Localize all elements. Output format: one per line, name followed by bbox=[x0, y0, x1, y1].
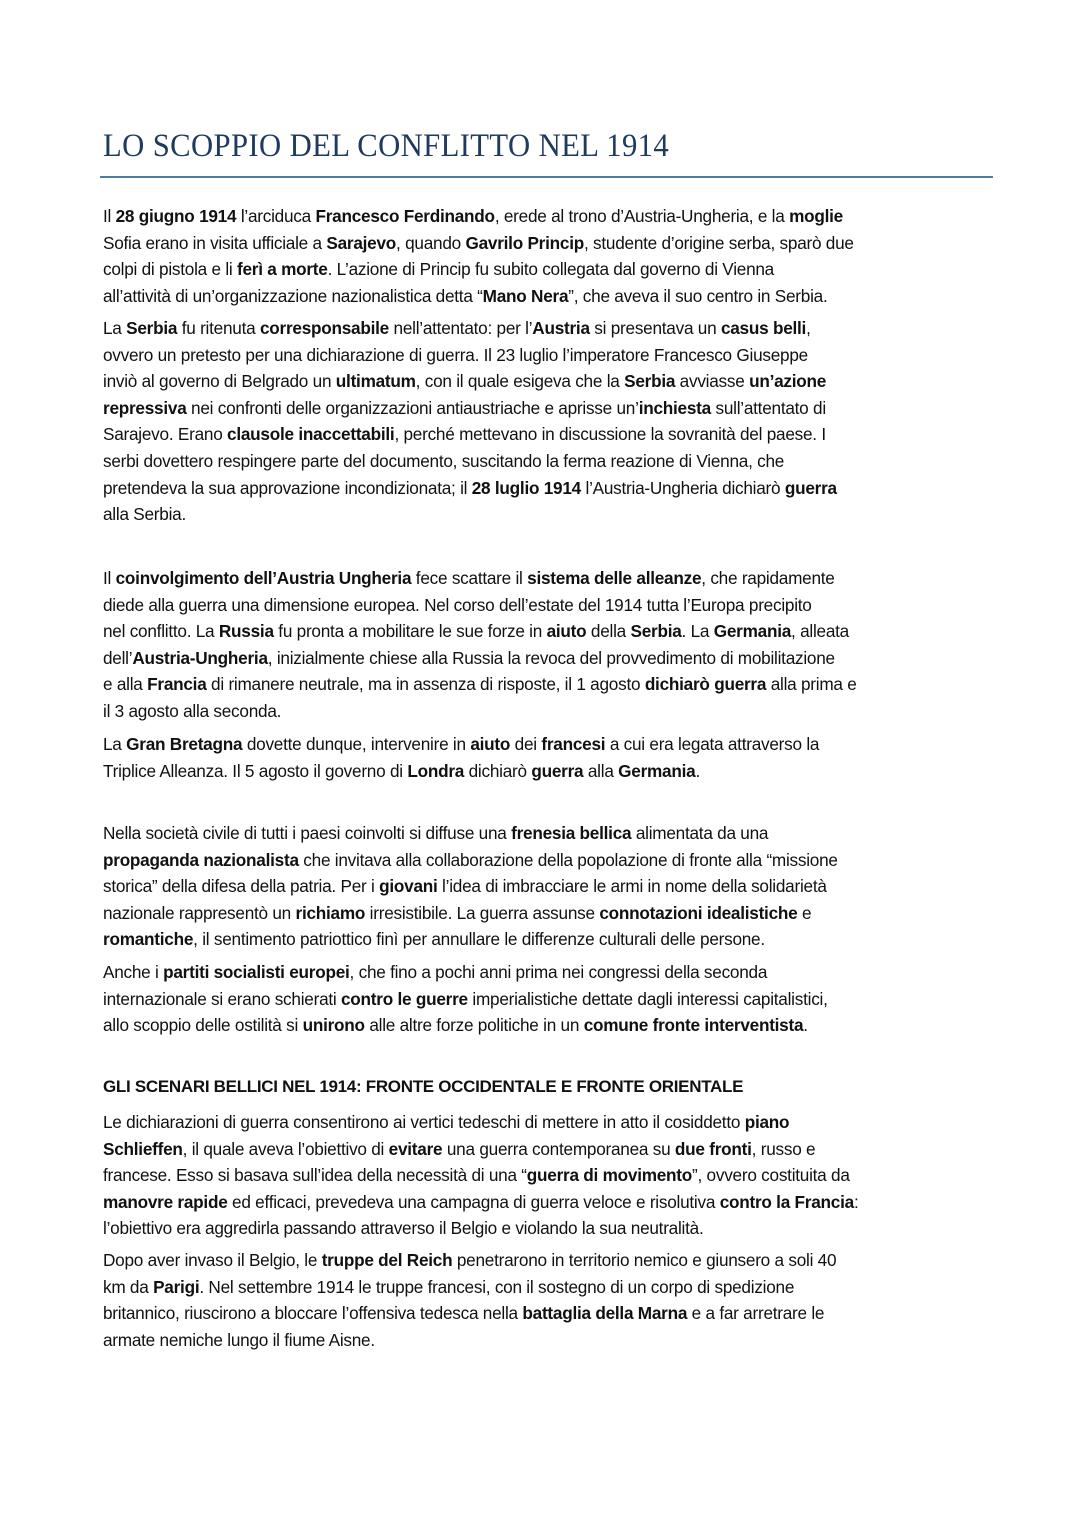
text-run: diede alla guerra una dimensione europea. Nel corso dell’estate del 1914 tutta l’Europa precipito bbox=[103, 594, 812, 615]
text-run: , che fino a pochi anni prima nei congressi della seconda bbox=[349, 962, 768, 982]
paragraph-war-frenzy bbox=[103, 820, 995, 953]
text-line bbox=[103, 959, 995, 986]
text-run: storica” della difesa della patria. Per i bbox=[103, 876, 380, 897]
text-run: Sarajevo. Erano bbox=[103, 424, 228, 445]
bold-keyword: romantiche bbox=[103, 929, 194, 950]
text-run: . La bbox=[681, 621, 714, 642]
text-line bbox=[103, 1109, 995, 1136]
text-run: nell’attentato: per l’ bbox=[388, 318, 533, 338]
text-run: penetrarono in territorio nemico e giunsero a soli 40 bbox=[452, 1250, 837, 1270]
text-line bbox=[103, 1012, 995, 1039]
text-line bbox=[103, 342, 995, 369]
text-run: Il bbox=[103, 206, 116, 226]
text-line bbox=[103, 900, 995, 927]
text-line bbox=[103, 1274, 995, 1301]
text-run: inviò al governo di Belgrado un bbox=[103, 371, 336, 392]
text-line bbox=[103, 731, 995, 758]
bold-keyword: aiuto bbox=[546, 621, 587, 642]
bold-keyword: clausole inaccettabili bbox=[227, 424, 395, 445]
text-run: Triplice Alleanza. Il 5 agosto il governo di bbox=[103, 760, 408, 781]
text-run: armate nemiche lungo il fiume Aisne. bbox=[103, 1329, 375, 1350]
text-run: ”, ovvero costituita da bbox=[692, 1165, 850, 1186]
text-line bbox=[103, 256, 995, 283]
bold-keyword: guerra bbox=[531, 760, 584, 781]
text-run: , il sentimento patriottico finì per annullare le differenze culturali delle persone. bbox=[193, 929, 765, 950]
text-run: una guerra contemporanea su bbox=[442, 1138, 675, 1159]
text-run: sull’attentato di bbox=[710, 397, 826, 418]
bold-keyword: partiti socialisti europei bbox=[163, 962, 350, 982]
text-run: pretendeva la sua approvazione incondizionata; il bbox=[103, 477, 472, 498]
text-run: dei bbox=[510, 734, 542, 754]
bold-keyword: connotazioni idealistiche bbox=[599, 902, 798, 923]
bold-keyword: Russia bbox=[218, 621, 274, 642]
text-line bbox=[103, 501, 995, 528]
bold-keyword: propaganda nazionalista bbox=[103, 849, 299, 870]
text-line bbox=[103, 475, 995, 502]
bold-keyword: 28 luglio 1914 bbox=[471, 477, 581, 498]
bold-keyword: Gran Bretagna bbox=[126, 734, 243, 754]
text-run: alla Serbia. bbox=[103, 504, 186, 525]
bold-keyword: Parigi bbox=[153, 1276, 200, 1297]
bold-keyword: Austria-Ungheria bbox=[132, 647, 268, 668]
text-run: ”, che aveva il suo centro in Serbia. bbox=[568, 285, 828, 306]
text-run: , quando bbox=[396, 232, 466, 253]
text-line bbox=[103, 698, 995, 725]
paragraph-battle-of-marne bbox=[103, 1247, 995, 1353]
text-run: Le dichiarazioni di guerra consentirono ai vertici tedeschi di mettere in atto il cosiddetto bbox=[103, 1112, 745, 1132]
text-run: francese. Esso si basava sull’idea della necessità di una “ bbox=[103, 1165, 527, 1186]
text-run: irresistibile. La guerra assunse bbox=[365, 902, 600, 923]
text-run: . bbox=[695, 760, 700, 781]
text-line bbox=[103, 820, 995, 847]
bold-keyword: ferì a morte bbox=[236, 259, 328, 280]
bold-keyword: unirono bbox=[302, 1015, 365, 1036]
text-run: Dopo aver invaso il Belgio, le bbox=[103, 1250, 322, 1270]
text-run: l’arciduca bbox=[236, 206, 316, 226]
bold-keyword: comune fronte interventista bbox=[583, 1015, 804, 1036]
text-run: . L’azione di Princip fu subito collegata dal governo di Vienna bbox=[327, 259, 774, 280]
text-run: km da bbox=[103, 1276, 154, 1297]
text-line bbox=[103, 986, 995, 1013]
bold-keyword: contro le guerre bbox=[341, 988, 468, 1009]
text-run: , che rapidamente bbox=[701, 568, 835, 588]
paragraph-schlieffen-plan bbox=[103, 1109, 995, 1242]
text-run: e a far arretrare le bbox=[687, 1303, 825, 1324]
text-run: Sofia erano in visita ufficiale a bbox=[103, 232, 327, 253]
text-line bbox=[103, 1327, 995, 1354]
bold-keyword: Gavrilo Princip bbox=[465, 232, 584, 253]
bold-keyword: coinvolgimento dell’Austria Ungheria bbox=[115, 568, 412, 588]
bold-keyword: manovre rapide bbox=[103, 1191, 228, 1212]
text-run: . Nel settembre 1914 le truppe francesi, con il sostegno di un corpo di spedizione bbox=[199, 1276, 795, 1297]
paragraph-socialist-parties bbox=[103, 959, 995, 1039]
bold-keyword: Serbia bbox=[630, 621, 682, 642]
text-run: , inizialmente chiese alla Russia la revoca del provvedimento di mobilitazione bbox=[267, 647, 835, 668]
text-run: nazionale rappresentò un bbox=[103, 902, 296, 923]
bold-keyword: Serbia bbox=[624, 371, 676, 392]
bold-keyword: sistema delle alleanze bbox=[527, 568, 702, 588]
bold-keyword: Austria bbox=[532, 318, 590, 338]
text-run: di rimanere neutrale, ma in assenza di risposte, il 1 agosto bbox=[206, 674, 645, 695]
paragraph-alliance-system bbox=[103, 565, 995, 725]
bold-keyword: frenesia bellica bbox=[511, 823, 632, 843]
text-run: , bbox=[806, 318, 811, 338]
paragraph-assassination-sarajevo bbox=[103, 203, 995, 309]
bold-keyword: evitare bbox=[388, 1138, 443, 1159]
text-line bbox=[103, 1247, 995, 1274]
text-line bbox=[103, 1189, 995, 1216]
text-run: Anche i bbox=[103, 962, 164, 982]
text-run: ovvero un pretesto per una dichiarazione di guerra. Il 23 luglio l’imperatore Francesco Giuseppe bbox=[103, 344, 808, 365]
text-run: internazionale si erano schierati bbox=[103, 988, 341, 1009]
text-run: allo scoppio delle ostilità si bbox=[103, 1015, 303, 1036]
text-run: nel conflitto. La bbox=[103, 621, 219, 642]
bold-keyword: truppe del Reich bbox=[321, 1250, 453, 1270]
paragraph-great-britain-intervention bbox=[103, 731, 995, 784]
text-line bbox=[103, 873, 995, 900]
bold-keyword: ultimatum bbox=[335, 371, 416, 392]
text-run: , russo e bbox=[751, 1138, 816, 1159]
text-run: . bbox=[803, 1015, 808, 1036]
text-run: , perché mettevano in discussione la sovranità del paese. I bbox=[394, 424, 826, 445]
text-run: : bbox=[853, 1191, 859, 1212]
paragraph-ultimatum-serbia bbox=[103, 315, 995, 528]
text-run: alla prima e bbox=[766, 674, 857, 695]
text-line bbox=[103, 421, 995, 448]
bold-keyword: Francesco Ferdinando bbox=[315, 206, 495, 226]
text-line bbox=[103, 592, 995, 619]
text-run: dichiarò bbox=[464, 760, 532, 781]
text-line bbox=[103, 368, 995, 395]
bold-keyword: battaglia della Marna bbox=[522, 1303, 688, 1324]
text-run: si presentava un bbox=[589, 318, 721, 338]
text-run: serbi dovettero respingere parte del documento, suscitando la ferma reazione di Vienna, che bbox=[103, 450, 785, 471]
text-line bbox=[103, 203, 995, 230]
bold-keyword: Mano Nera bbox=[482, 285, 569, 306]
section-subheading: GLI SCENARI BELLICI NEL 1914: FRONTE OCCIDENTALE E FRONTE ORIENTALE bbox=[103, 1077, 744, 1096]
text-line bbox=[103, 1215, 995, 1242]
bold-keyword: repressiva bbox=[103, 397, 187, 418]
text-line bbox=[103, 315, 995, 342]
text-line bbox=[103, 926, 995, 953]
bold-keyword: due fronti bbox=[674, 1138, 752, 1159]
text-run: l’obiettivo era aggredirla passando attraverso il Belgio e violando la sua neutralità. bbox=[103, 1218, 704, 1239]
text-run: britannico, riuscirono a bloccare l’offensiva tedesca nella bbox=[103, 1303, 523, 1324]
bold-keyword: francesi bbox=[541, 734, 606, 754]
bold-keyword: dichiarò guerra bbox=[644, 674, 767, 695]
text-run: La bbox=[103, 734, 127, 754]
bold-keyword: Germania bbox=[713, 621, 792, 642]
bold-keyword: piano bbox=[744, 1112, 790, 1132]
text-run: che invitava alla collaborazione della popolazione di fronte alla “missione bbox=[298, 849, 838, 870]
text-run: l’Austria-Ungheria dichiarò bbox=[580, 477, 785, 498]
bold-keyword: guerra bbox=[784, 477, 837, 498]
bold-keyword: contro la Francia bbox=[719, 1191, 854, 1212]
text-run: , il quale aveva l’obiettivo di bbox=[182, 1138, 389, 1159]
bold-keyword: un’azione bbox=[749, 371, 827, 392]
text-run: , alleata bbox=[791, 621, 849, 642]
text-run: , con il quale esigeva che la bbox=[415, 371, 625, 392]
text-run: alle altre forze politiche in un bbox=[364, 1015, 584, 1036]
text-run: imperialistiche dettate dagli interessi capitalistici, bbox=[467, 988, 828, 1009]
text-line bbox=[103, 230, 995, 257]
bold-keyword: inchiesta bbox=[638, 397, 711, 418]
text-run: alla bbox=[583, 760, 619, 781]
text-run: l’idea di imbracciare le armi in nome della solidarietà bbox=[437, 876, 827, 897]
text-run: della bbox=[586, 621, 631, 642]
text-line bbox=[103, 1162, 995, 1189]
bold-keyword: Londra bbox=[407, 760, 465, 781]
text-line bbox=[103, 565, 995, 592]
text-run: avviasse bbox=[675, 371, 750, 392]
text-run: dovette dunque, intervenire in bbox=[242, 734, 471, 754]
bold-keyword: aiuto bbox=[470, 734, 511, 754]
bold-keyword: Serbia bbox=[126, 318, 178, 338]
bold-keyword: giovani bbox=[379, 876, 438, 897]
bold-keyword: Sarajevo bbox=[326, 232, 397, 253]
text-run: colpi di pistola e li bbox=[103, 259, 237, 280]
bold-keyword: guerra di movimento bbox=[526, 1165, 693, 1186]
bold-keyword: Francia bbox=[147, 674, 207, 695]
text-run: il 3 agosto alla seconda. bbox=[103, 700, 282, 721]
text-run: nei confronti delle organizzazioni antiaustriache e aprisse un’ bbox=[186, 397, 639, 418]
text-run: alimentata da una bbox=[631, 823, 769, 843]
text-run: a cui era legata attraverso la bbox=[605, 734, 820, 754]
document-title: LO SCOPPIO DEL CONFLITTO NEL 1914 bbox=[103, 128, 670, 164]
bold-keyword: moglie bbox=[789, 206, 843, 226]
text-run: La bbox=[103, 318, 127, 338]
text-run: fu ritenuta bbox=[177, 318, 260, 338]
text-run: fece scattare il bbox=[411, 568, 528, 588]
text-line bbox=[103, 1300, 995, 1327]
bold-keyword: 28 giugno 1914 bbox=[115, 206, 237, 226]
text-line bbox=[103, 395, 995, 422]
text-line bbox=[103, 448, 995, 475]
text-run: dell’ bbox=[103, 647, 133, 668]
bold-keyword: corresponsabile bbox=[259, 318, 389, 338]
bold-keyword: Schlieffen bbox=[103, 1138, 183, 1159]
text-line bbox=[103, 847, 995, 874]
text-run: , erede al trono d’Austria-Ungheria, e la bbox=[494, 206, 790, 226]
title-underline-rule bbox=[100, 176, 993, 178]
text-line bbox=[103, 283, 995, 310]
bold-keyword: Germania bbox=[618, 760, 696, 781]
text-run: e alla bbox=[103, 674, 148, 695]
text-line bbox=[103, 1136, 995, 1163]
text-run: ed efficaci, prevedeva una campagna di guerra veloce e risolutiva bbox=[227, 1191, 720, 1212]
text-run: Il bbox=[103, 568, 116, 588]
text-run: all’attività di un’organizzazione nazionalistica detta “ bbox=[103, 285, 483, 306]
text-line bbox=[103, 758, 995, 785]
text-run: fu pronta a mobilitare le sue forze in bbox=[273, 621, 547, 642]
text-run: , studente d’origine serba, sparò due bbox=[583, 232, 854, 253]
text-line bbox=[103, 671, 995, 698]
text-line bbox=[103, 618, 995, 645]
bold-keyword: richiamo bbox=[295, 902, 366, 923]
bold-keyword: casus belli bbox=[720, 318, 807, 338]
text-line bbox=[103, 645, 995, 672]
text-run: Nella società civile di tutti i paesi coinvolti si diffuse una bbox=[103, 823, 512, 843]
text-run: e bbox=[797, 902, 812, 923]
